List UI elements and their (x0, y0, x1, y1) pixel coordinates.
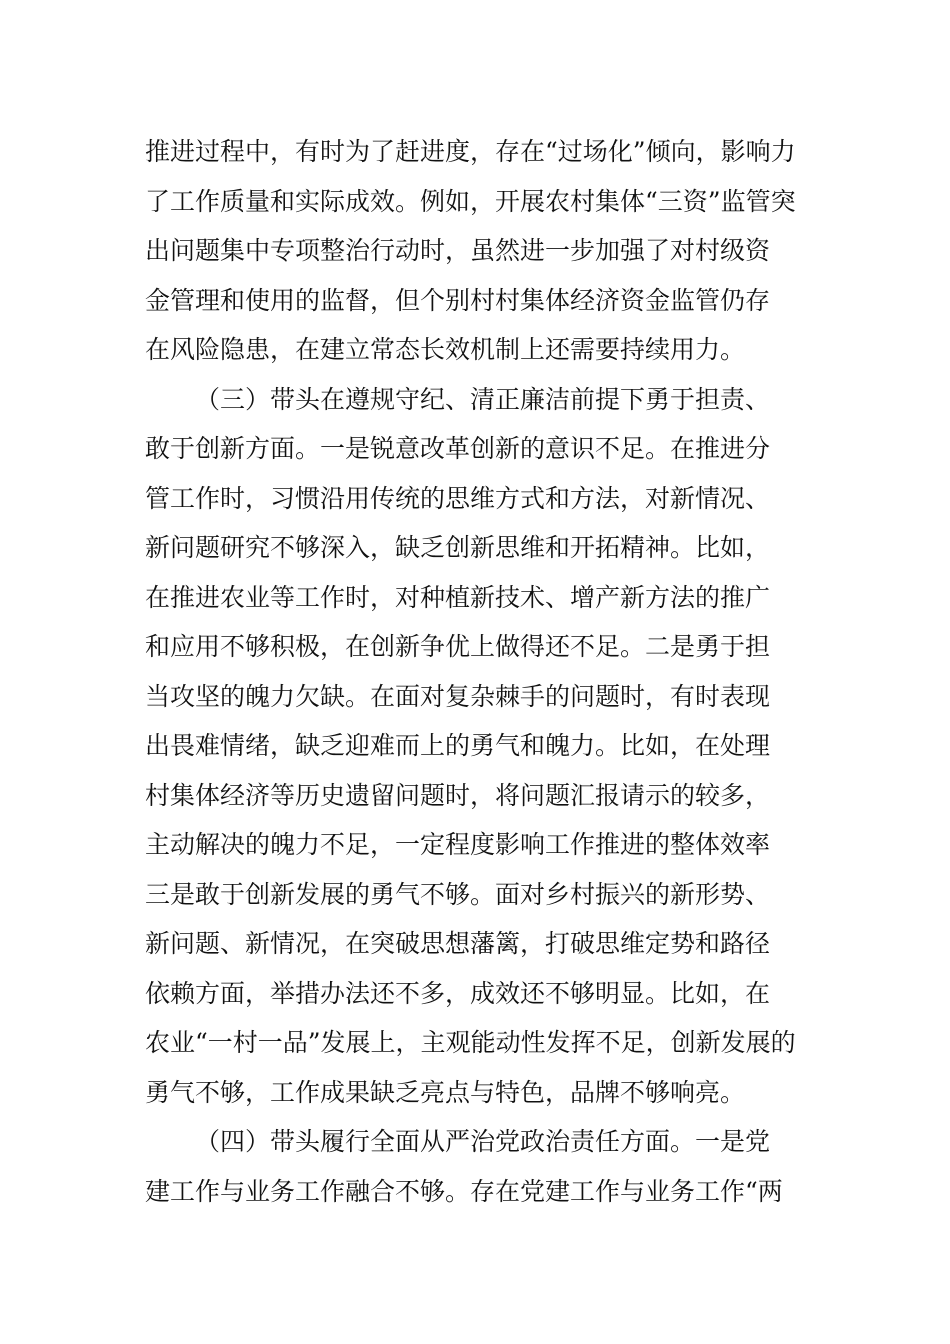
document-body (145, 127, 815, 1216)
body-text-line: 农业“一村一品”发展上，主观能动性发挥不足，创新发展的 (145, 1028, 796, 1057)
body-text-line: 勇气不够，工作成果缺乏亮点与特色，品牌不够响亮。 (145, 1077, 746, 1107)
body-text-line: 村集体经济等历史遗留问题时，将问题汇报请示的较多， (145, 780, 771, 810)
body-text-line: 敢于创新方面。一是锐意改革创新的意识不足。在推进分 (145, 434, 771, 463)
body-text-line: 管工作时，习惯沿用传统的思维方式和方法，对新情况、 (145, 483, 771, 513)
body-text-line: （四）带头履行全面从严治党政治责任方面。一是党 (195, 1127, 771, 1156)
body-text-line: 金管理和使用的监督，但个别村村集体经济资金监管仍存 (145, 285, 771, 315)
body-text-line: 依赖方面，举措办法还不多，成效还不够明显。比如，在 (145, 978, 771, 1008)
body-text-line: 建工作与业务工作融合不够。存在党建工作与业务工作“两 (145, 1176, 783, 1206)
body-text-line: 了工作质量和实际成效。例如，开展农村集体“三资”监管突 (145, 186, 796, 216)
body-text-line: 和应用不够积极，在创新争优上做得还不足。二是勇于担 (145, 632, 771, 661)
body-text-line: 推进过程中，有时为了赶进度，存在“过场化”倾向，影响力 (145, 137, 796, 166)
body-text-line: 在推进农业等工作时，对种植新技术、增产新方法的推广 (145, 582, 771, 612)
body-text-line: 出畏难情绪，缺乏迎难而上的勇气和魄力。比如，在处理 (145, 731, 771, 760)
body-text-line: 新问题、新情况，在突破思想藩篱，打破思维定势和路径 (145, 929, 771, 958)
body-text-line: 当攻坚的魄力欠缺。在面对复杂棘手的问题时，有时表现 (145, 681, 771, 711)
body-text-line: 新问题研究不够深入，缺乏创新思维和开拓精神。比如， (145, 533, 771, 562)
body-text-line: 主动解决的魄力不足，一定程度影响工作推进的整体效率 (145, 830, 771, 859)
body-text-line: 出问题集中专项整治行动时，虽然进一步加强了对村级资 (145, 236, 771, 265)
body-text-line: （三）带头在遵规守纪、清正廉洁前提下勇于担责、 (195, 384, 771, 414)
body-text-line: 三是敢于创新发展的勇气不够。面对乡村振兴的新形势、 (145, 879, 771, 909)
body-text-line: 在风险隐患，在建立常态长效机制上还需要持续用力。 (145, 335, 746, 364)
